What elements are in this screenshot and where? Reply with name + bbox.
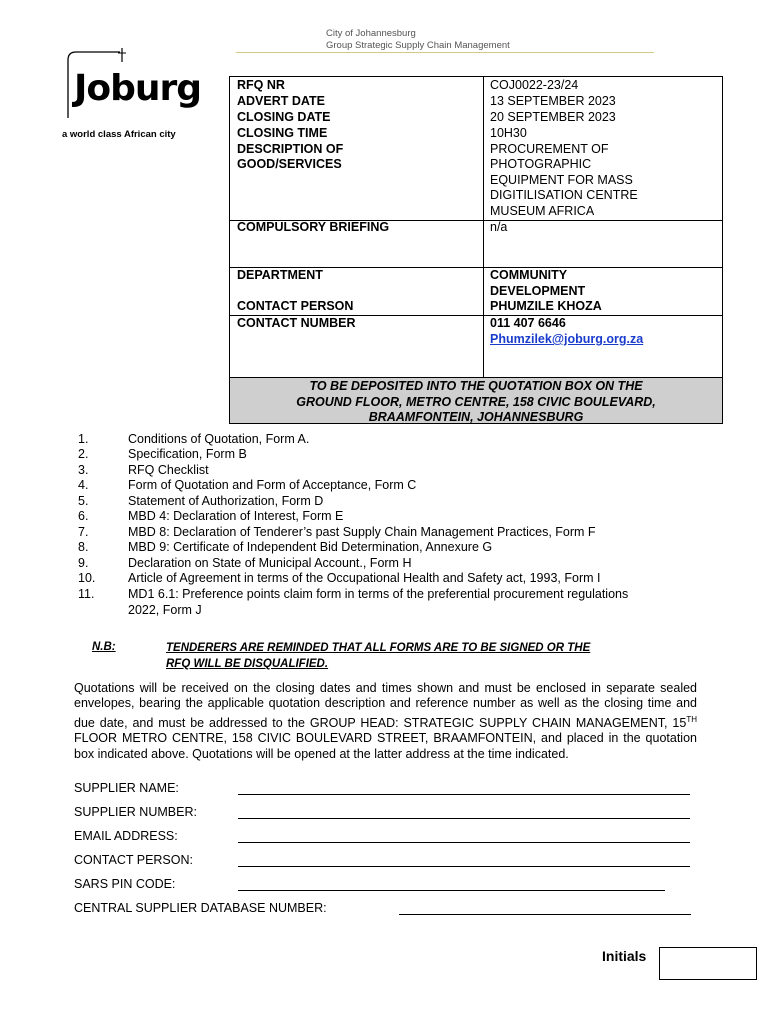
briefing-value: n/a — [490, 220, 508, 234]
deposit-instructions — [230, 377, 722, 423]
contact-person-field[interactable] — [238, 866, 690, 867]
supplier-name-label: SUPPLIER NAME: — [74, 781, 179, 795]
list-item: MD1 6.1: Preference points claim form in terms of the preferential procurement regulations 2022, Form J — [128, 587, 629, 617]
instructions-part-1: Quotations will be received on the closing dates and times shown and must be enclosed in separate sealed envelopes, bearing the applicable quotation description and reference number as well as the closing time and due date, and must be addressed to the GROUP HEAD: STRATEGIC SUPPLY CHAIN MANAGEMENT, 15 — [74, 681, 697, 730]
instructions-part-2: FLOOR METRO CENTRE, 158 CIVIC BOULEVARD STREET, BRAAMFONTEIN, and placed in the quotation box indicated above. Quotations will be opened at the latter address at the time indicated. — [74, 731, 697, 761]
email-address-field[interactable] — [238, 842, 690, 843]
list-item-number: 2. — [78, 447, 89, 461]
list-item-number: 7. — [78, 525, 89, 539]
logo-wordmark: Joburg — [74, 68, 202, 109]
nb-label: N.B: — [92, 641, 116, 653]
list-item: Declaration on State of Municipal Account., Form H — [128, 556, 412, 570]
nb-line-1: TENDERERS ARE REMINDED THAT ALL FORMS ARE TO BE SIGNED OR THE — [166, 642, 591, 654]
initials-box[interactable] — [659, 947, 757, 980]
advert-date-label: ADVERT DATE — [237, 94, 325, 108]
deposit-line-2: GROUND FLOOR, METRO CENTRE, 158 CIVIC BOULEVARD, — [296, 394, 656, 409]
supplier-name-field[interactable] — [238, 794, 690, 795]
contact-person-field-label: CONTACT PERSON: — [74, 853, 193, 867]
list-item: Specification, Form B — [128, 447, 247, 461]
nb-warning — [166, 641, 686, 672]
instructions-superscript: TH — [686, 714, 697, 724]
logo-tagline: a world class African city — [62, 129, 176, 140]
header-unit: Group Strategic Supply Chain Management — [326, 40, 510, 51]
header-city: City of Johannesburg — [326, 28, 416, 39]
deposit-line-1: TO BE DEPOSITED INTO THE QUOTATION BOX ON THE — [309, 379, 643, 393]
description-value-4: DIGITILISATION CENTRE — [490, 188, 638, 202]
initials-label: Initials — [602, 948, 647, 964]
list-item-number: 10. — [78, 571, 96, 585]
department-value-1: COMMUNITY — [490, 268, 568, 282]
list-item-number: 5. — [78, 494, 89, 508]
description-value-2: PHOTOGRAPHIC — [490, 157, 592, 171]
closing-time-label: CLOSING TIME — [237, 126, 328, 140]
contact-person-value: PHUMZILE KHOZA — [490, 299, 602, 313]
department-value-2: DEVELOPMENT — [490, 284, 586, 298]
sars-pin-label: SARS PIN CODE: — [74, 877, 176, 891]
supplier-number-label: SUPPLIER NUMBER: — [74, 805, 197, 819]
contact-person-label: CONTACT PERSON — [237, 299, 354, 313]
list-item-number: 1. — [78, 432, 89, 446]
description-value-1: PROCUREMENT OF — [490, 142, 609, 156]
list-item: Article of Agreement in terms of the Occupational Health and Safety act, 1993, Form I — [128, 571, 601, 585]
list-item: MBD 4: Declaration of Interest, Form E — [128, 509, 344, 523]
email-address-label: EMAIL ADDRESS: — [74, 829, 178, 843]
list-item: Form of Quotation and Form of Acceptance, Form C — [128, 478, 417, 492]
advert-date-value: 13 SEPTEMBER 2023 — [490, 94, 616, 108]
list-item: MBD 9: Certificate of Independent Bid Determination, Annexure G — [128, 540, 493, 554]
list-item-number: 9. — [78, 556, 89, 570]
header-divider — [236, 52, 654, 53]
description-value-5: MUSEUM AFRICA — [490, 204, 595, 218]
rfq-details-table — [229, 76, 723, 424]
list-item-number: 4. — [78, 478, 89, 492]
contact-number-label: CONTACT NUMBER — [237, 316, 356, 330]
submission-instructions — [74, 681, 697, 762]
contact-number-value: 011 407 6646 — [490, 316, 566, 330]
description-value-3: EQUIPMENT FOR MASS — [490, 173, 633, 187]
rfq-nr-label: RFQ NR — [237, 78, 285, 92]
nb-line-2: RFQ WILL BE DISQUALIFIED. — [166, 657, 329, 670]
description-label-1: DESCRIPTION OF — [237, 142, 344, 156]
list-item: Conditions of Quotation, Form A. — [128, 432, 310, 446]
joburg-logo — [62, 48, 202, 123]
closing-date-label: CLOSING DATE — [237, 110, 331, 124]
rfq-nr-value: COJ0022-23/24 — [490, 78, 579, 92]
contact-email-link[interactable]: Phumzilek@joburg.org.za — [490, 332, 644, 346]
list-item-number: 11. — [78, 587, 95, 601]
list-item: RFQ Checklist — [128, 463, 209, 477]
briefing-label: COMPULSORY BRIEFING — [237, 220, 390, 234]
list-item: MBD 8: Declaration of Tenderer’s past Supply Chain Management Practices, Form F — [128, 525, 596, 539]
list-item: Statement of Authorization, Form D — [128, 494, 324, 508]
list-item-number: 6. — [78, 509, 89, 523]
closing-time-value: 10H30 — [490, 126, 527, 140]
supplier-number-field[interactable] — [238, 818, 690, 819]
sars-pin-field[interactable] — [238, 890, 665, 891]
list-item-number: 3. — [78, 463, 89, 477]
description-label-2: GOOD/SERVICES — [237, 157, 342, 171]
department-label: DEPARTMENT — [237, 268, 323, 282]
csd-number-label: CENTRAL SUPPLIER DATABASE NUMBER: — [74, 901, 327, 915]
closing-date-value: 20 SEPTEMBER 2023 — [490, 110, 616, 124]
csd-number-field[interactable] — [399, 914, 691, 915]
list-item-number: 8. — [78, 540, 89, 554]
deposit-line-3: BRAAMFONTEIN, JOHANNESBURG — [368, 410, 584, 424]
